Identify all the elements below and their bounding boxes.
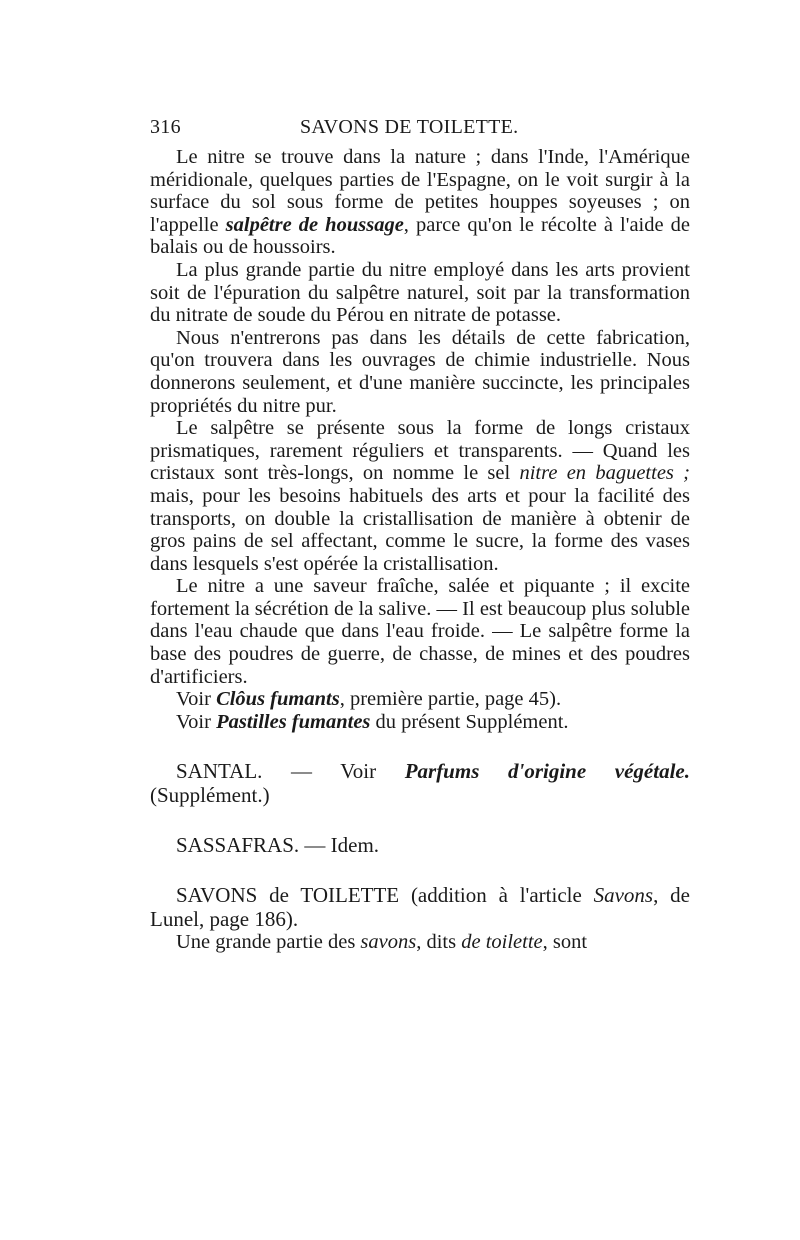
paragraph-text: Voir <box>176 710 217 733</box>
emphasis-term: Parfums d'origine végétale. <box>404 759 690 784</box>
paragraph-saveur: Le nitre a une saveur fraîche, salée et piquante ; il excite fortement la sécrétion de la salive. — Il est beaucoup plus soluble dans l'eau chaude que dans l'eau froide. — Le salpêtre forme la base des poudres de guerre, de chasse, de mines et des poudres d'artificiers. <box>150 575 690 688</box>
paragraph-voir-clous <box>150 688 690 711</box>
book-page <box>150 112 690 954</box>
article-text: , de Lunel, page 186). <box>150 883 690 932</box>
article-text: (Supplément.) <box>150 783 270 808</box>
paragraph-cristaux <box>150 417 690 575</box>
emphasis-term: Clôus fumants <box>216 688 340 711</box>
paragraph-nitre-arts: La plus grande partie du nitre employé dans les arts provient soit de l'épuration du salpêtre naturel, soit par la transformation du nitrate de soude du Pérou en nitrate de potasse. <box>150 258 690 327</box>
emphasis-term: de toilette <box>461 931 543 954</box>
article-sassafras: SASSAFRAS. — Idem. <box>176 833 380 858</box>
article-text: SANTAL. — Voir <box>176 759 405 784</box>
paragraph-text: , parce qu'on le récolte à l'aide de balais ou de houssoirs. <box>150 213 691 259</box>
paragraph-text: Voir <box>176 688 217 711</box>
paragraph-text: mais, pour les besoins habituels des arts et pour la facilité des transports, on double la cristallisation de manière à obtenir de gros pains de sel affectant, comme le sucre, la forme des vases dans lesquels s'est opérée la cristallisation. <box>150 484 690 575</box>
paragraph-text: Le nitre se trouve dans la nature ; dans l'Inde, l'Amérique méridionale, quelques parties de l'Espagne, on le voit surgir à la surface du sol sous forme de petites houppes soyeuses ; on l'appelle <box>150 146 690 236</box>
emphasis-term: nitre en baguettes ; <box>519 462 690 485</box>
paragraph-savons-toilette <box>150 931 690 954</box>
emphasis-term: Savons <box>593 883 654 908</box>
paragraph-voir-pastilles <box>150 711 690 734</box>
paragraph-text: , sont <box>542 931 588 954</box>
paragraph-nitre-nature <box>150 146 690 259</box>
article-text: SAVONS de TOILETTE (addition à l'article <box>176 883 594 908</box>
article-savons <box>150 883 690 931</box>
paragraph-text: , dits <box>416 931 462 954</box>
emphasis-term: savons <box>360 931 417 954</box>
paragraph-text: du présent Supplément. <box>370 710 569 733</box>
page-number: 316 <box>150 116 181 138</box>
emphasis-term: salpêtre de houssage <box>225 213 404 236</box>
paragraph-fabrication: Nous n'entrerons pas dans les détails de cette fabrication, qu'on trouvera dans les ouvrages de chimie industrielle. Nous donnerons seulement, et d'une manière succincte, les principales propriétés du nitre pur. <box>150 326 690 417</box>
running-title: SAVONS DE TOILETTE. <box>300 116 519 138</box>
running-head <box>150 112 690 146</box>
body-text <box>150 146 690 954</box>
article-santal <box>150 759 690 807</box>
paragraph-text: Le salpêtre se présente sous la forme de longs cristaux prismatiques, rarement réguliers et transparents. — Quand les cristaux sont très-longs, on nomme le sel <box>150 417 690 485</box>
paragraph-text: Une grande partie des <box>176 931 361 954</box>
emphasis-term: Pastilles fumantes <box>216 710 371 733</box>
paragraph-text: , première partie, page 45). <box>339 688 562 711</box>
